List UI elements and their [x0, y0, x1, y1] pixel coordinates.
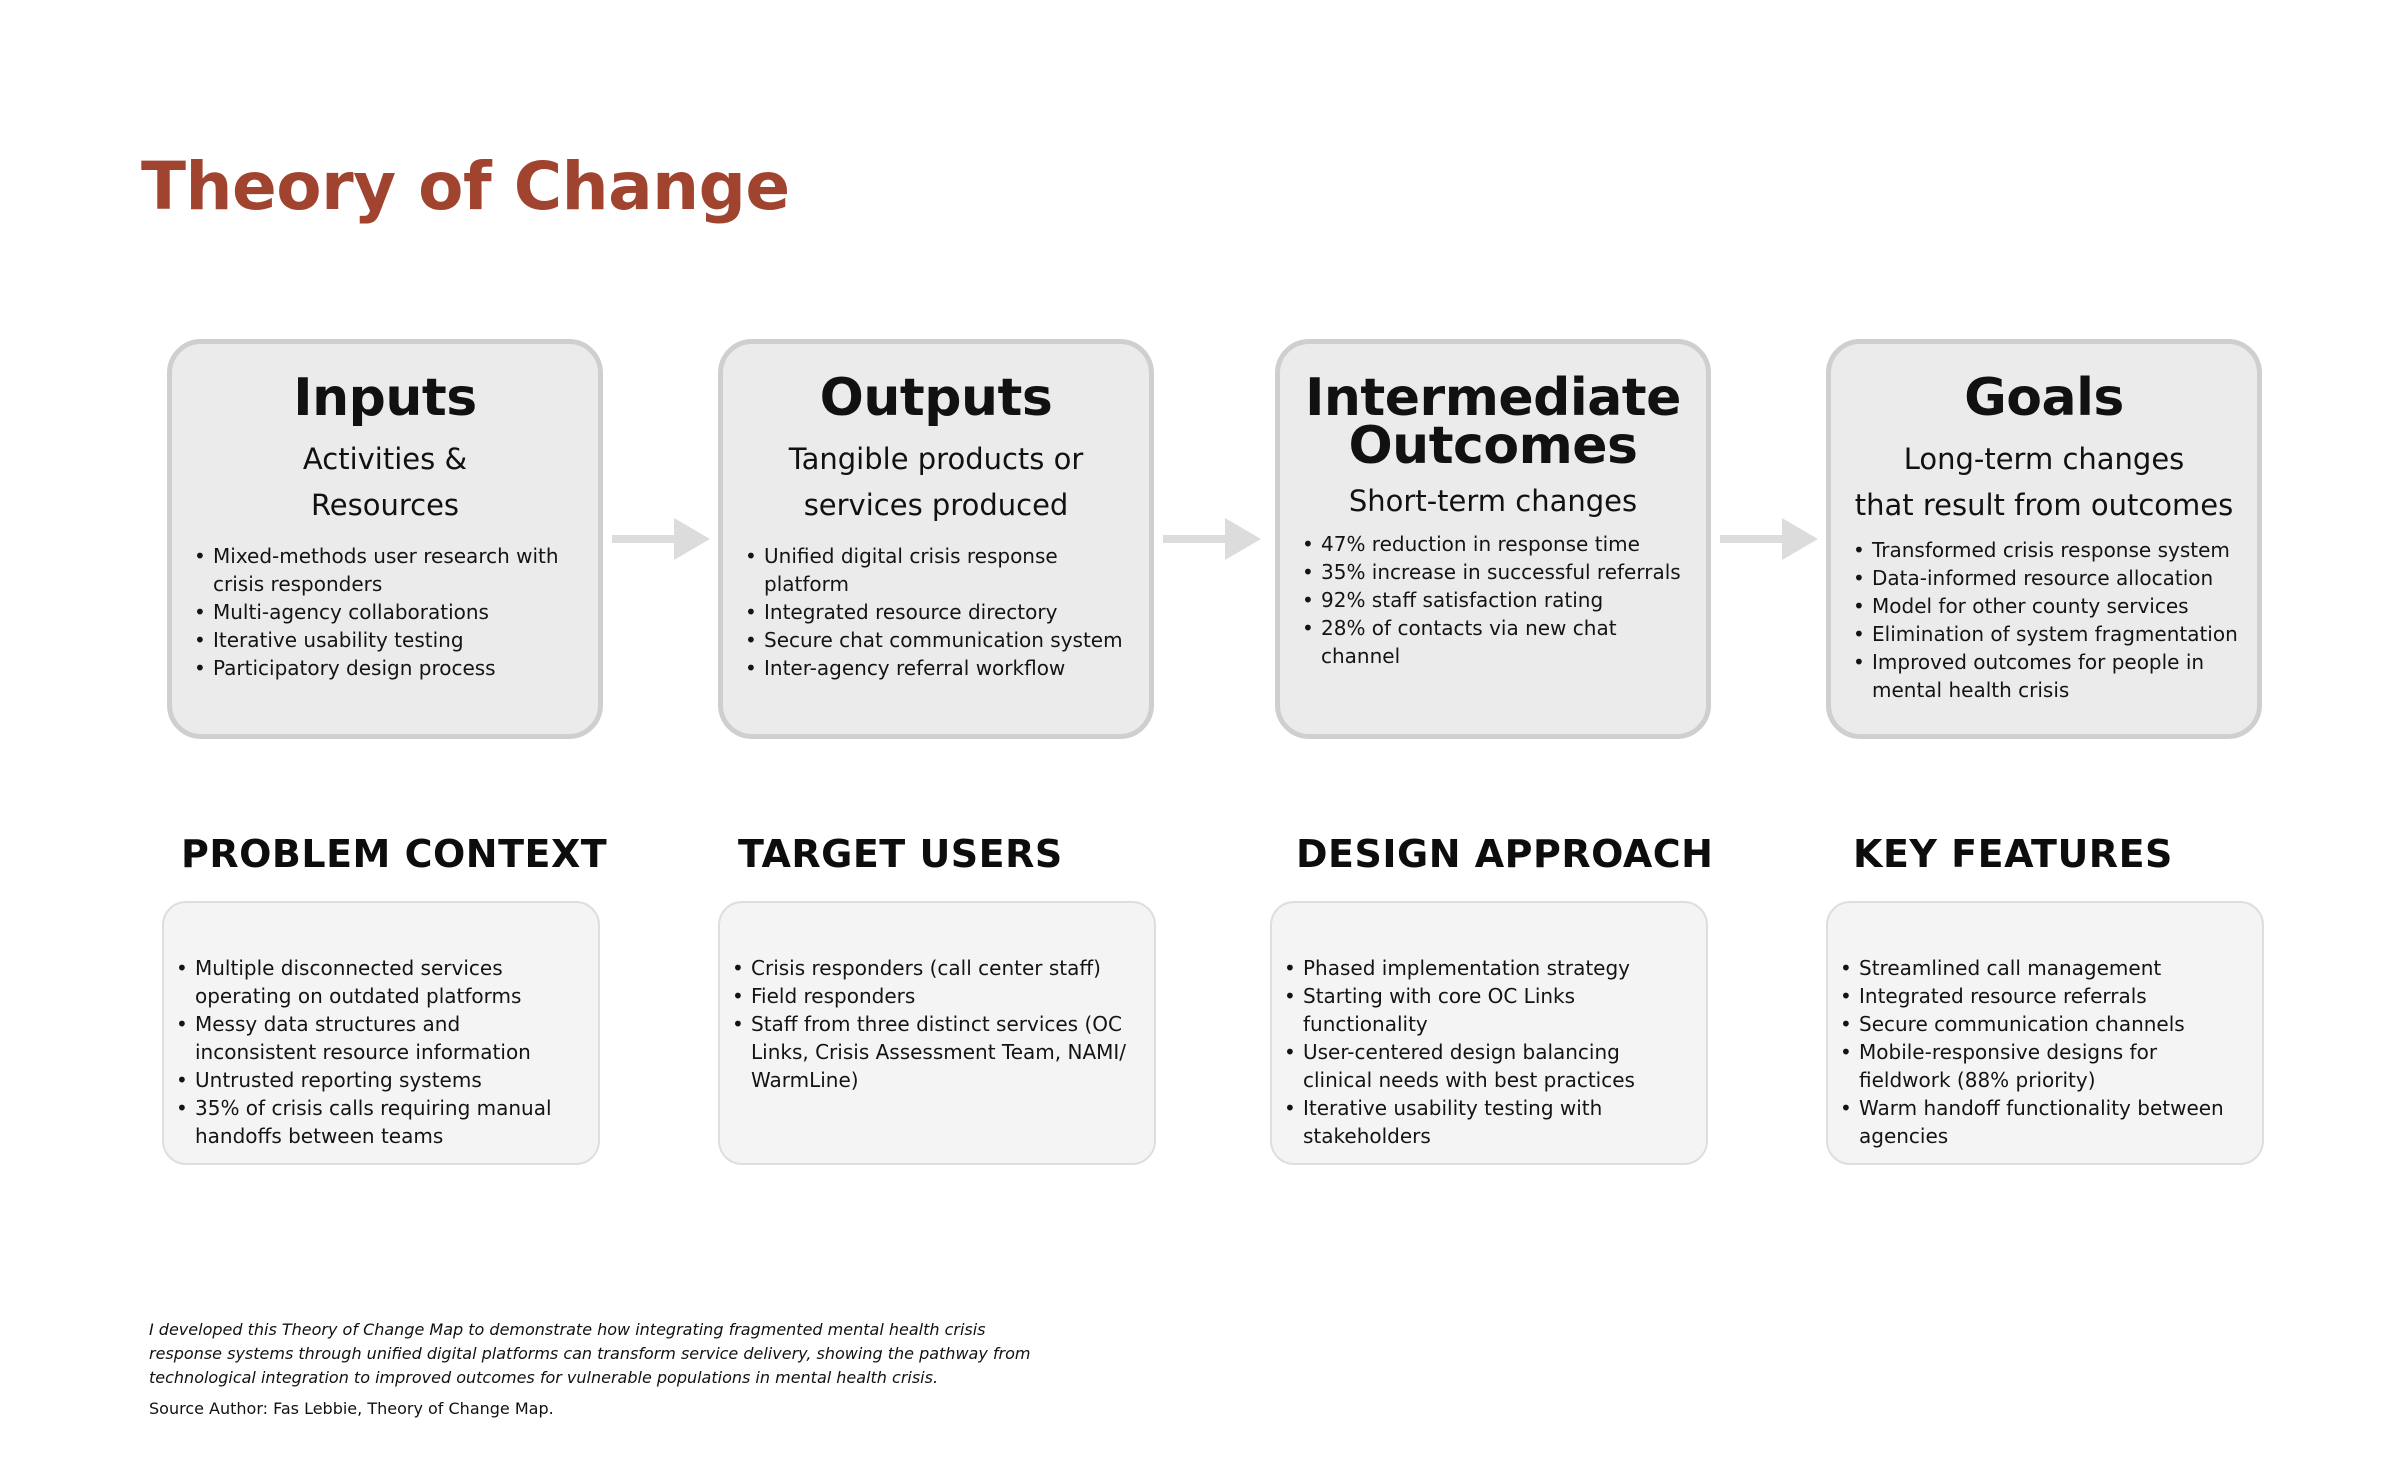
stage-subtitle: [190, 436, 580, 528]
context-heading: DESIGN APPROACH: [1296, 832, 1714, 876]
stage-subtitle: [741, 436, 1131, 528]
stage-subtitle-line: Short-term changes: [1348, 484, 1638, 518]
stage-subtitle: [1849, 436, 2239, 528]
footer-note: I developed this Theory of Change Map to demonstrate how integrating fragmented mental health crisis response systems through unified digital platforms can transform service delivery, showing the pathway from technological integration to improved outcomes for vulnerable populations in mental health crisis.: [149, 1320, 1031, 1387]
stage-subtitle-line: Activities &: [302, 442, 468, 476]
stage-item: • Improved outcomes for people in mental health crisis: [1853, 648, 2239, 704]
stage-item: • Integrated resource directory: [745, 598, 1131, 626]
context-item: • Warm handoff functionality between agencies: [1840, 1094, 2248, 1150]
context-heading: TARGET USERS: [738, 832, 1063, 876]
stage-item: • Secure chat communication system: [745, 626, 1131, 654]
stage-subtitle: [1298, 478, 1688, 524]
context-box-problem: [162, 901, 600, 1165]
context-item-list: [176, 954, 584, 1150]
stage-heading: [1280, 368, 1706, 476]
context-item: • Messy data structures and inconsistent resource information: [176, 1010, 584, 1066]
stage-item: • Unified digital crisis response platform: [745, 542, 1131, 598]
stage-item: • Elimination of system fragmentation: [1853, 620, 2239, 648]
context-item: • Integrated resource referrals: [1840, 982, 2248, 1010]
flow-arrow-shaft: [1163, 535, 1229, 543]
flow-arrow-head: [1225, 518, 1261, 560]
stage-subtitle-line: Tangible products or: [788, 442, 1084, 476]
stage-card-goals: [1826, 339, 2262, 739]
stage-item: • Mixed-methods user research with crisis responders: [194, 542, 580, 598]
context-heading: PROBLEM CONTEXT: [181, 832, 608, 876]
footer-source: Source Author: Fas Lebbie, Theory of Change Map.: [149, 1399, 554, 1418]
stage-heading-line: Outcomes: [1348, 416, 1638, 476]
flow-arrow-head: [674, 518, 710, 560]
stage-subtitle-line: services produced: [803, 488, 1069, 522]
context-heading: KEY FEATURES: [1853, 832, 2173, 876]
flow-arrow-shaft: [1720, 535, 1786, 543]
flow-arrow: [612, 518, 710, 560]
stage-item: • 28% of contacts via new chat channel: [1302, 614, 1688, 670]
stage-item: • Transformed crisis response system: [1853, 536, 2239, 564]
context-item: • Streamlined call management: [1840, 954, 2248, 982]
context-item: • Iterative usability testing with stakeholders: [1284, 1094, 1692, 1150]
context-item: • Untrusted reporting systems: [176, 1066, 584, 1094]
stage-item-list: [194, 542, 580, 682]
context-item-list: [1840, 954, 2248, 1150]
stage-heading-line: Outputs: [819, 368, 1053, 428]
flow-arrow-shaft: [612, 535, 678, 543]
context-item: • Secure communication channels: [1840, 1010, 2248, 1038]
context-item: • Mobile-responsive designs for fieldwork (88% priority): [1840, 1038, 2248, 1094]
stage-heading-line: Intermediate: [1305, 368, 1681, 428]
page-title: Theory of Change: [141, 148, 790, 225]
stage-subtitle-line: that result from outcomes: [1854, 488, 2234, 522]
context-item-list: [732, 954, 1140, 1094]
stage-heading-line: Goals: [1964, 368, 2124, 428]
flow-arrow-head: [1782, 518, 1818, 560]
stage-subtitle-line: Resources: [310, 488, 460, 522]
context-item: • Staff from three distinct services (OC Links, Crisis Assessment Team, NAMI/ WarmLine): [732, 1010, 1140, 1094]
context-item: • Starting with core OC Links functionality: [1284, 982, 1692, 1038]
stage-item-list: [1302, 530, 1688, 670]
stage-card-intermediate-outcomes: [1275, 339, 1711, 739]
context-box-key-features: [1826, 901, 2264, 1165]
stage-item: • Data-informed resource allocation: [1853, 564, 2239, 592]
stage-heading-line: Inputs: [293, 368, 477, 428]
stage-heading: [723, 368, 1149, 428]
context-item: • Crisis responders (call center staff): [732, 954, 1140, 982]
context-item: • Phased implementation strategy: [1284, 954, 1692, 982]
context-item-list: [1284, 954, 1692, 1150]
stage-item-list: [1853, 536, 2239, 704]
stage-item: • 47% reduction in response time: [1302, 530, 1688, 558]
context-item: • Multiple disconnected services operating on outdated platforms: [176, 954, 584, 1010]
stage-heading: [1831, 368, 2257, 428]
stage-subtitle-line: Long-term changes: [1903, 442, 2185, 476]
stage-card-outputs: [718, 339, 1154, 739]
context-box-target-users: [718, 901, 1156, 1165]
context-item: • User-centered design balancing clinical needs with best practices: [1284, 1038, 1692, 1094]
context-item: • 35% of crisis calls requiring manual handoffs between teams: [176, 1094, 584, 1150]
stage-card-inputs: [167, 339, 603, 739]
context-box-design-approach: [1270, 901, 1708, 1165]
stage-item: • Participatory design process: [194, 654, 580, 682]
stage-item: • Model for other county services: [1853, 592, 2239, 620]
stage-item-list: [745, 542, 1131, 682]
stage-item: • Multi-agency collaborations: [194, 598, 580, 626]
flow-arrow: [1163, 518, 1261, 560]
stage-item: • 92% staff satisfaction rating: [1302, 586, 1688, 614]
flow-arrow: [1720, 518, 1818, 560]
stage-heading: [172, 368, 598, 428]
stage-item: • Inter-agency referral workflow: [745, 654, 1131, 682]
stage-item: • 35% increase in successful referrals: [1302, 558, 1688, 586]
context-item: • Field responders: [732, 982, 1140, 1010]
stage-item: • Iterative usability testing: [194, 626, 580, 654]
